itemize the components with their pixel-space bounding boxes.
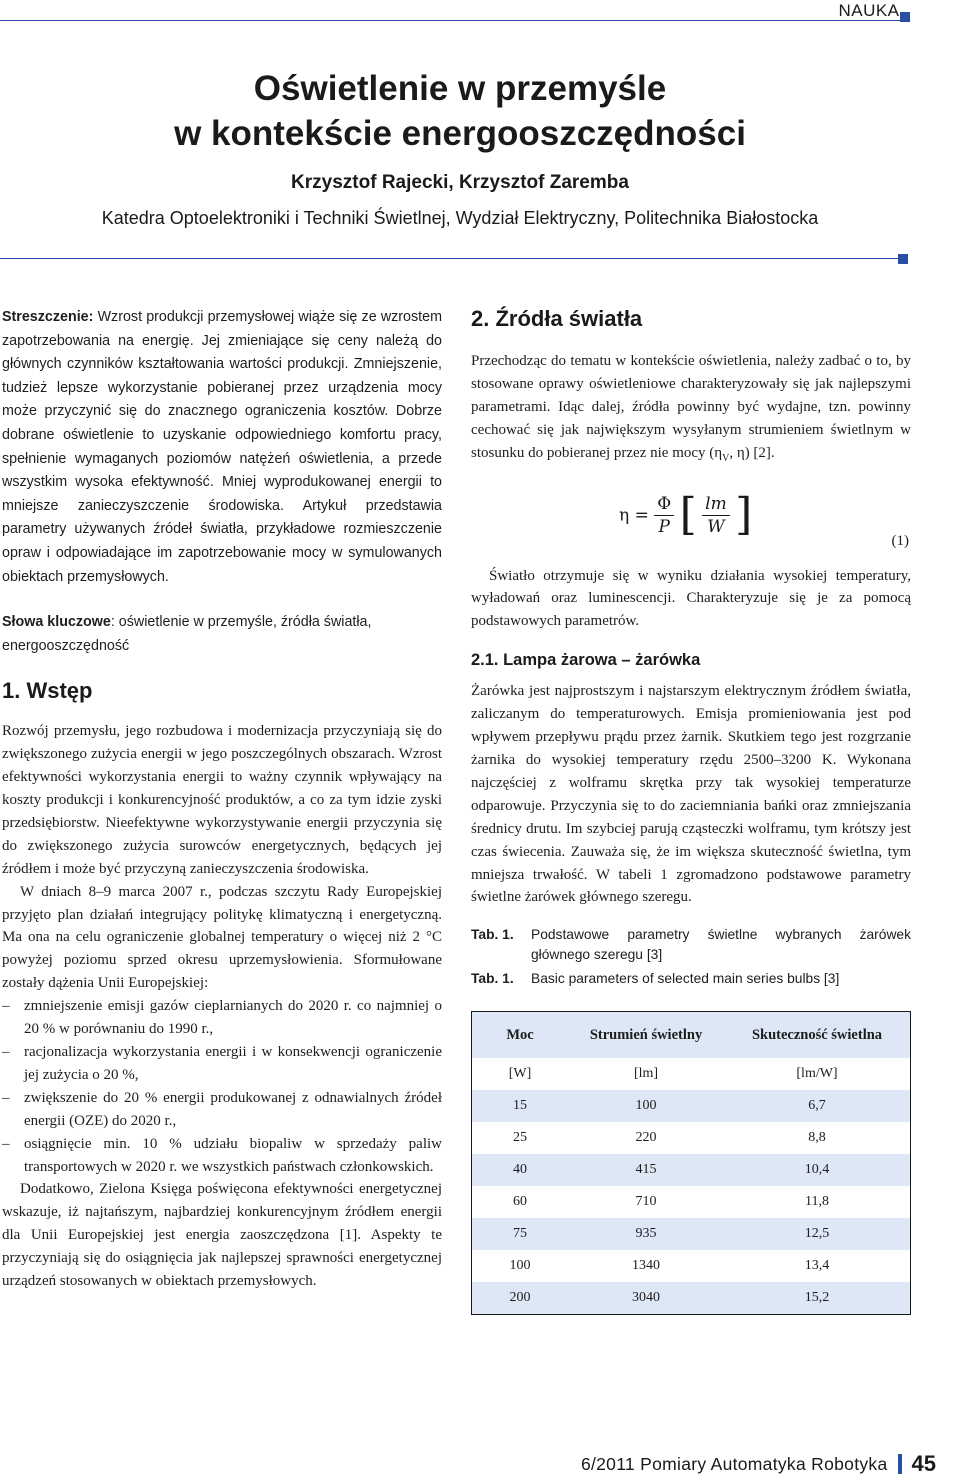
equation-denominator: P xyxy=(658,516,670,537)
section-2-paragraph-1: Przechodząc do tematu w kontekście oświetlenia, należy zadbać o to, by stosowane oprawy oświetleniowe charakteryzowały się jak najlepszymi parametrami. Idąc dalej, źródła powinny być wydajne, tzn. powinny cechować się jak największym wysyłanym strumieniem świetlnym w stosunku do pobieranej przez nie mocy ($\eta_V$, η) [2]. xyxy=(471,353,911,464)
section-tag: NAUKA xyxy=(838,0,900,20)
table-cell: 40 xyxy=(472,1154,568,1186)
table-cell: 935 xyxy=(568,1218,724,1250)
table-cell: 25 xyxy=(472,1122,568,1154)
table-cell: [lm/W] xyxy=(724,1058,910,1090)
abstract-label: Streszczenie: xyxy=(2,309,94,325)
table-cell: 15 xyxy=(472,1090,568,1122)
column-header-flux: Strumień świetlny xyxy=(568,1012,724,1058)
table-cell: 710 xyxy=(568,1186,724,1218)
equation-numerator: Φ xyxy=(654,493,674,516)
table-cell: 1340 xyxy=(568,1250,724,1282)
subscript-v: V xyxy=(722,452,730,464)
table-row xyxy=(472,1250,910,1282)
article-title xyxy=(0,66,920,156)
equation-body xyxy=(619,489,753,541)
journal-name: 6/2011 Pomiary Automatyka Robotyka xyxy=(580,1453,888,1474)
table-units-row xyxy=(472,1058,910,1090)
section-1-paragraph-3: Dodatkowo, Zielona Księga poświęcona efektywności energetycznej wskazuje, iż najtańszym, najbardziej konkurencyjnym źródłem energii dla Unii Europejskiej jest energia zaoszczędzona [1]. Aspekty te przyczyniają się do osiągnięcia jak najlepszej sprawności energetycznej urządzeń stosowanych w obiektach przemysłowych. xyxy=(2,1181,442,1290)
caption-label: Tab. 1. xyxy=(471,971,514,987)
table-cell: 415 xyxy=(568,1154,724,1186)
table-row xyxy=(472,1186,910,1218)
divider-square-decoration xyxy=(898,254,908,264)
table-cell: 60 xyxy=(472,1186,568,1218)
left-bracket: [ xyxy=(679,489,697,541)
section-2-paragraph-2: Światło otrzymuje się w wyniku działania wysokiej temperatury, wyładowań oraz luminescencji. Charakteryzuje się je za pomocą podstawowych parametrów. xyxy=(471,567,911,630)
title-line-1: Oświetlenie w przemyśle xyxy=(253,69,667,108)
table-cell: 3040 xyxy=(568,1282,724,1314)
top-rule xyxy=(0,20,910,21)
section-1-heading: 1. Wstęp xyxy=(2,678,93,704)
right-bracket: ] xyxy=(735,489,753,541)
table-cell: 15,2 xyxy=(724,1282,910,1314)
unit-numerator: lm xyxy=(702,493,730,516)
list-item: – osiągnięcie min. 10 % udziału biopaliw w sprzedaży paliw transportowych w 2020 r. we wszystkich państwach członkowskich. xyxy=(2,1133,442,1179)
table-cell: 200 xyxy=(472,1282,568,1314)
left-column xyxy=(2,306,442,1293)
page-footer xyxy=(581,1449,936,1479)
column-header-efficacy: Skuteczność świetlna xyxy=(724,1012,910,1058)
affiliation: Katedra Optoelektroniki i Techniki Świetlnej, Wydział Elektryczny, Politechnika Białostocka xyxy=(101,208,819,228)
table-row xyxy=(472,1154,910,1186)
section-2-heading: 2. Źródła światła xyxy=(471,306,643,331)
equation-1 xyxy=(471,485,911,565)
table-cell: 220 xyxy=(568,1122,724,1154)
table-row xyxy=(472,1282,910,1314)
caption-label: Tab. 1. xyxy=(471,927,514,943)
table-cell: 12,5 xyxy=(724,1218,910,1250)
table-cell: 100 xyxy=(568,1090,724,1122)
section-2-body xyxy=(471,350,911,471)
table-cell: 100 xyxy=(472,1250,568,1282)
section-1-body xyxy=(2,720,442,1293)
keywords xyxy=(2,611,442,658)
table-row xyxy=(472,1218,910,1250)
table-row xyxy=(472,1122,910,1154)
column-header-power: Moc xyxy=(472,1012,568,1058)
abstract xyxy=(2,306,442,589)
page-number: 45 xyxy=(911,1451,936,1476)
section-1-paragraph-2: W dniach 8–9 marca 2007 r., podczas szczytu Rady Europejskiej przyjęto plan działań integrujący politykę klimatyczną i energetyczną. Ma ona na celu ograniczenie globalnej temperatury o więcej niż 2 °C powyżej poziomu sprzed okresu uprzemysłowienia. Sformułowane zostały dążenia Unii Europejskiej: xyxy=(2,883,442,992)
table xyxy=(472,1012,910,1314)
table-cell: 10,4 xyxy=(724,1154,910,1186)
list-item: – zwiększenie do 20 % energii produkowanej z odnawialnych źródeł energii (OZE) do 2020 r., xyxy=(2,1087,442,1133)
header-divider xyxy=(0,258,900,259)
authors: Krzysztof Rajecki, Krzysztof Zaremba xyxy=(291,172,629,193)
caption-text: Podstawowe parametry świetlne wybranych żarówek głównego szeregu [3] xyxy=(531,927,911,963)
bulb-parameters-table xyxy=(471,1011,911,1315)
equation-lhs: η = xyxy=(619,505,649,526)
table-cell: 13,4 xyxy=(724,1250,910,1282)
table-cell: [lm] xyxy=(568,1058,724,1090)
abstract-text: Wzrost produkcji przemysłowej wiąże się ze wzrostem zapotrzebowania na energię. Jej zmieniające się ceny należą do głównych czynników kształtowania wartości produkcji. Zmniejszenie, tudzież lepsze wykorzystanie pobieranej przez urządzenia mocy może przyczynić się do znacznego ograniczenia kosztów. Dobrze dobrane oświetlenie to uzyskanie odpowiedniego komfortu pracy, spełnienie wymaganych poziomów natężeń oświetlenia, a przede wszystkim wysoka efektywność. Mniej wyprodukowanej energii to mniejsze zanieczyszczenie środowiska. Artykuł przedstawia parametry używanych źródeł światła, przykładowe rozmieszczenie opraw i odpowiadające im zapotrzebowanie mocy w symulowanych obiektach przemysłowych. xyxy=(2,309,442,585)
equation-number: (1) xyxy=(891,532,909,549)
keywords-text: : oświetlenie w przemyśle, źródła światła, energooszczędność xyxy=(2,614,372,654)
section-2-1-body xyxy=(471,680,911,909)
table-caption-pl xyxy=(471,925,911,965)
right-column xyxy=(471,306,911,1315)
footer-bar-decoration xyxy=(898,1454,902,1474)
table-cell: 8,8 xyxy=(724,1122,910,1154)
table-cell: 6,7 xyxy=(724,1090,910,1122)
title-line-2: w kontekście energooszczędności xyxy=(174,114,746,153)
table-cell: 11,8 xyxy=(724,1186,910,1218)
table-caption-en xyxy=(471,969,911,989)
table-cell: 75 xyxy=(472,1218,568,1250)
unit-denominator: W xyxy=(707,516,725,537)
eu-goals-list xyxy=(2,995,442,1178)
table-row xyxy=(472,1090,910,1122)
section-2-1-heading: 2.1. Lampa żarowa – żarówka xyxy=(471,651,701,670)
section-2-body-continued xyxy=(471,565,911,634)
list-item: – zmniejszenie emisji gazów cieplarnianych do 2020 r. co najmniej o 20 % w porównaniu do 1990 r., xyxy=(2,995,442,1041)
table-header-row xyxy=(472,1012,910,1058)
list-item: – racjonalizacja wykorzystania energii i w konsekwencji ograniczenie jej zużycia o 20 %, xyxy=(2,1041,442,1087)
section-1-paragraph-1: Rozwój przemysłu, jego rozbudowa i modernizacja przyczyniają się do zwiększonego zużycia energii w jego poszczególnych obszarach. Wzrost efektywności wykorzystania energii to ważny czynnik wpływający na koszty produkcji i konkurencyjność produktów, a co za tym idzie zyski przedsiębiorstw. Nieefektywne wykorzystywanie energii przyczynia się do zwiększonego zużycia surowców energetycznych, będących jej źródłem i może być przyczyną zanieczyszczenia środowiska. xyxy=(2,723,442,877)
section-2-1-paragraph-1: Żarówka jest najprostszym i najstarszym elektrycznym źródłem światła, zaliczanym do temperaturowych. Emisja promieniowania jest pod wpływem przepływu prądu przez żarnik. Skutkiem tego jest rozgrzanie żarnika do wysokiej temperatury rzędu 2500–3200 K. Wykonana najczęściej z wolframu skrętka przy tak wysokiej temperaturze odparowuje. Przyczynia się to do zaciemniania bańki oraz zmniejszania średnicy drutu. Im szybciej parują cząsteczki wolframu, tym krótszy jest czas świecenia. Zauważa się, że im większa skuteczność świetlna, tym mniejsza trwałość. W tabeli 1 zgromadzono podstawowe parametry świetlne żarówek głównego szeregu. xyxy=(471,683,911,906)
caption-text: Basic parameters of selected main series bulbs [3] xyxy=(531,971,840,987)
table-cell: [W] xyxy=(472,1058,568,1090)
top-square-decoration xyxy=(900,12,910,22)
unit-fraction xyxy=(702,493,730,538)
keywords-label: Słowa kluczowe xyxy=(2,614,111,631)
equation-fraction xyxy=(654,493,674,538)
